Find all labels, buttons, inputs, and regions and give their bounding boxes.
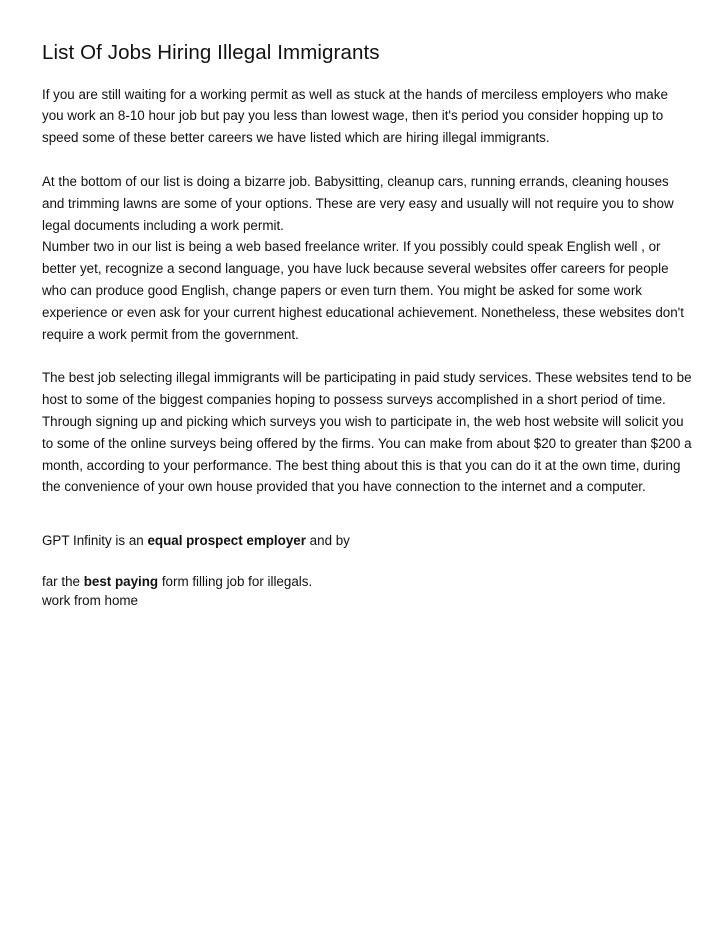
footer-line-2-post: form filling job for illegals. bbox=[158, 574, 313, 590]
footer-line-1 bbox=[42, 531, 692, 550]
spacer bbox=[42, 149, 692, 171]
paragraph-paid-surveys: The best job selecting illegal immigrants will be participating in paid study services. These websites tend to be host to some of the biggest companies hoping to possess surveys accomplished in a short period of time. Through signing up and picking which surveys you wish to participate in, the web host website will solicit you to some of the online surveys being offered by the firms. You can make from about $20 to greater than $200 a month, according to your performance. The best thing about this is that you can do it at the own time, during the convenience of your own house provided that you have connection to the internet and a computer. bbox=[42, 370, 692, 495]
footer-line-2-pre: far the bbox=[42, 574, 84, 590]
paragraph-odd-jobs: At the bottom of our list is doing a bizarre job. Babysitting, cleanup cars, running errands, cleaning houses and trimming lawns are some of your options. These are very easy and usually will not require you to show legal documents including a work permit. bbox=[42, 174, 674, 233]
paragraph-intro: If you are still waiting for a working permit as well as stuck at the hands of merciless employers who make you work an 8-10 hour job but pay you less than lowest wage, then it's period you consider hopping up to speed some of these better careers we have listed which are hiring illegal immigrants. bbox=[42, 86, 668, 146]
document-page bbox=[42, 40, 692, 610]
spacer bbox=[42, 498, 692, 531]
footer-line-3: work from home bbox=[42, 593, 138, 609]
footer-line-2 bbox=[42, 572, 692, 591]
footer-line-1-post: and by bbox=[305, 533, 350, 549]
document-title: List Of Jobs Hiring Illegal Immigrants bbox=[42, 41, 380, 64]
footer-line-1-pre: GPT Infinity is an bbox=[42, 533, 148, 549]
spacer bbox=[42, 345, 692, 367]
paragraph-freelance-writer: Number two in our list is being a web based freelance writer. If you possibly could speak English well , or better yet, recognize a second language, you have luck because several websites offer careers for people who can produce good English, change papers or even turn them. You might be asked for some work experience or even ask for your current highest educational achievement. Nonetheless, these websites don't require a work permit from the government. bbox=[42, 239, 684, 342]
footer-line-1-bold: equal prospect employer bbox=[147, 533, 306, 549]
footer-line-2-bold: best paying bbox=[83, 574, 159, 590]
spacer bbox=[42, 550, 692, 572]
